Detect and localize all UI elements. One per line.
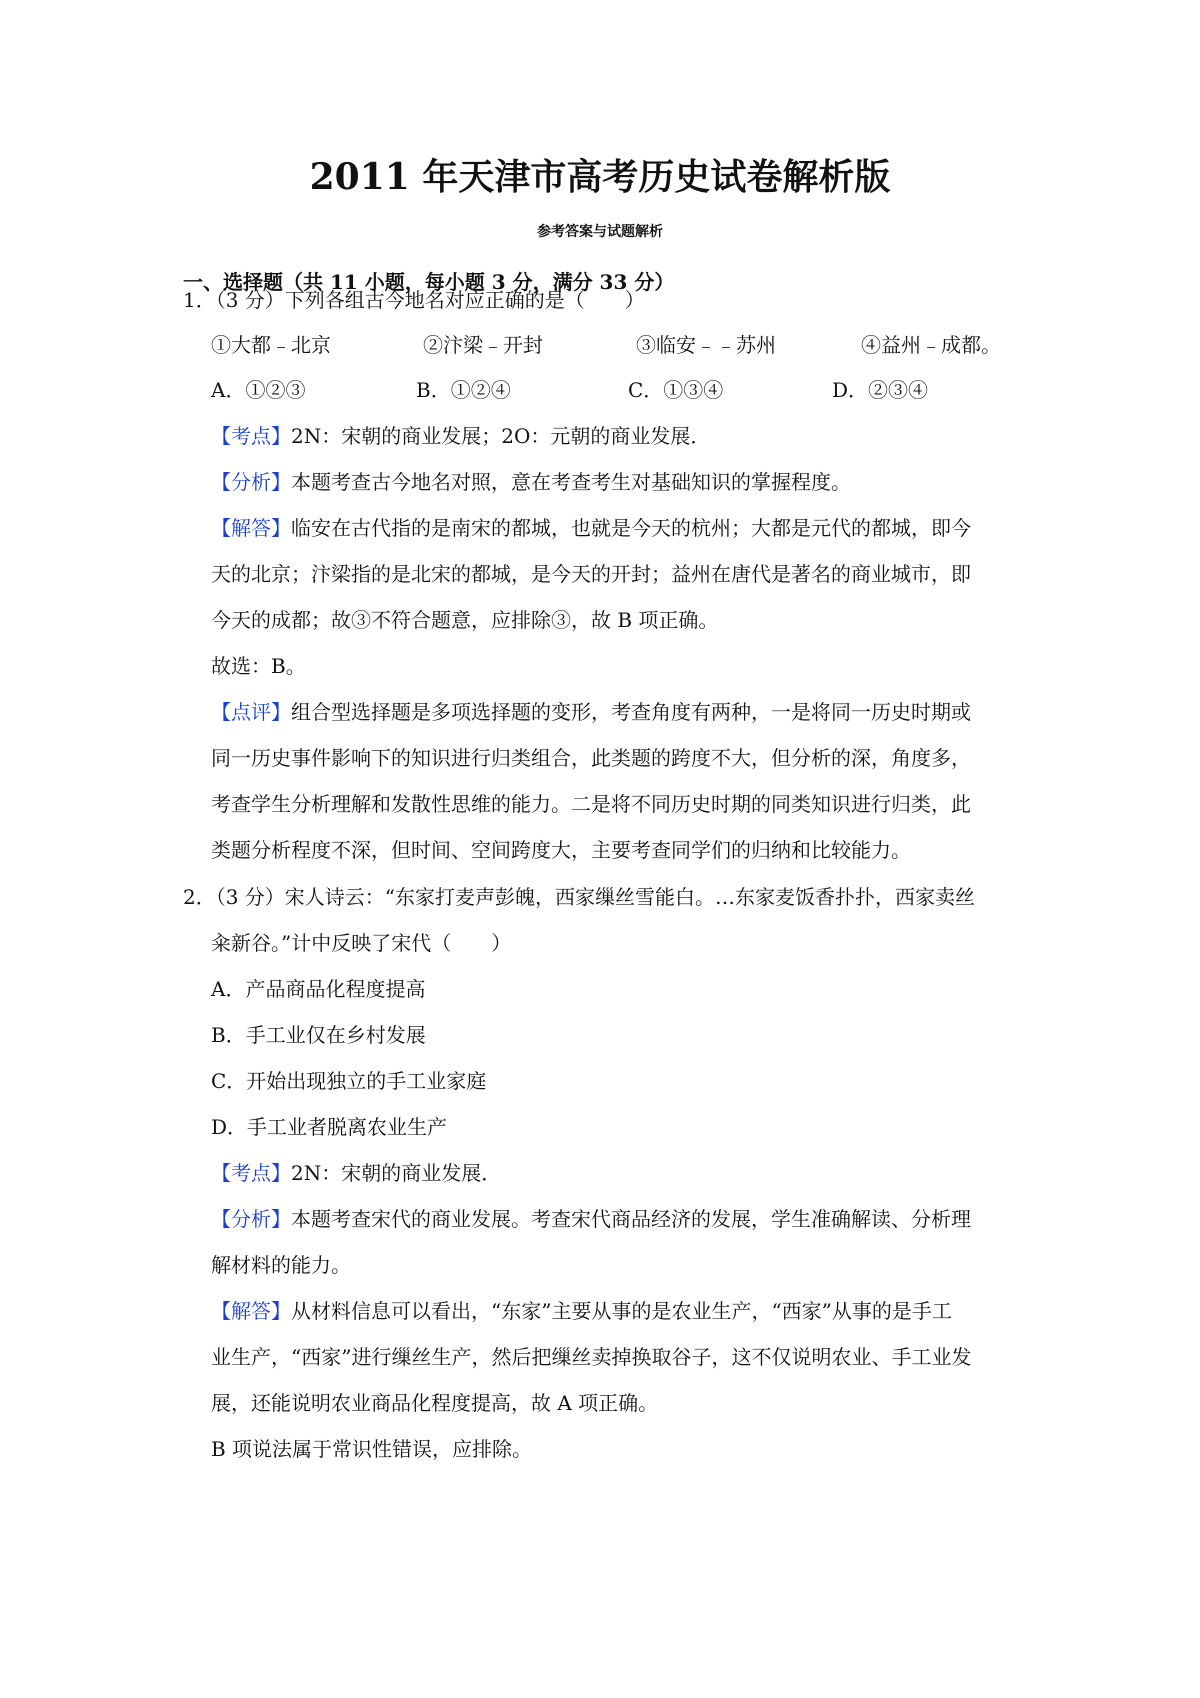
kaodian-tag: 【考点】 (211, 424, 291, 448)
q1-option-d: D．②③④ (832, 378, 929, 402)
kaodian-tag: 【考点】 (211, 1161, 291, 1185)
q2-stem-line-2: 籴新谷。”计中反映了宋代（ ） (211, 931, 512, 955)
q2-extra-note: B 项说法属于常识性错误，应排除。 (211, 1437, 533, 1461)
q1-fenxi-text: 本题考查古今地名对照，意在考查考生对基础知识的掌握程度。 (291, 470, 851, 494)
dianping-tag: 【点评】 (211, 700, 291, 724)
page-title: 2011 年天津市高考历史试卷解析版 (309, 156, 891, 198)
q1-kaodian-text: 2N：宋朝的商业发展；2O：元朝的商业发展． (291, 424, 711, 448)
q1-item-2: ②汴梁﹣开封 (423, 333, 543, 357)
q2-fenxi-line-1 (211, 1205, 971, 1233)
q2-option-a: A．产品商品化程度提高 (211, 977, 426, 1001)
q1-item-4: ④益州﹣成都。 (861, 333, 1001, 357)
jieda-tag: 【解答】 (211, 516, 291, 540)
q1-jieda-line-1 (211, 514, 971, 542)
q2-jieda-line-1 (211, 1297, 952, 1325)
fenxi-tag: 【分析】 (211, 1207, 291, 1231)
q2-option-c: C．开始出现独立的手工业家庭 (211, 1069, 487, 1093)
q2-option-b: B．手工业仅在乡村发展 (211, 1023, 426, 1047)
fenxi-tag: 【分析】 (211, 470, 291, 494)
q2-jieda-line-3: 展，还能说明农业商品化程度提高，故 A 项正确。 (211, 1391, 659, 1415)
q1-answer: 故选：B。 (211, 654, 306, 678)
q1-dianping-line-4: 类题分析程度不深，但时间、空间跨度大，主要考查同学们的归纳和比较能力。 (211, 838, 911, 862)
q1-dianping-line-2: 同一历史事件影响下的知识进行归类组合，此类题的跨度不大，但分析的深，角度多， (211, 746, 971, 770)
q1-item-3: ③临安﹣﹣苏州 (636, 333, 776, 357)
section-heading: 一、选择题（共 11 小题，每小题 3 分，满分 33 分） (183, 270, 675, 294)
q1-dianping-line-1 (211, 698, 971, 726)
page-subtitle: 参考答案与试题解析 (537, 224, 663, 240)
q2-fenxi-line-2: 解材料的能力。 (211, 1253, 351, 1277)
q1-kaodian (211, 422, 710, 450)
q1-jieda-line-2: 天的北京；汴梁指的是北宋的都城，是今天的开封；益州在唐代是著名的商业城市，即 (211, 562, 971, 586)
q1-dianping-line-3: 考查学生分析理解和发散性思维的能力。二是将不同历史时期的同类知识进行归类，此 (211, 792, 971, 816)
q1-option-a: A．①②③ (211, 378, 306, 402)
q2-stem-line-1: 2．（3 分）宋人诗云：“东家打麦声彭魄，西家缫丝雪能白。…东家麦饭香扑扑，西家卖丝 (183, 885, 976, 909)
q1-option-c: C．①③④ (628, 378, 724, 402)
q2-option-d: D．手工业者脱离农业生产 (211, 1115, 448, 1139)
q1-jieda-text-1: 临安在古代指的是南宋的都城，也就是今天的杭州；大都是元代的都城，即今 (291, 516, 971, 540)
q2-fenxi-text-1: 本题考查宋代的商业发展。考查宋代商品经济的发展，学生准确解读、分析理 (291, 1207, 971, 1231)
q2-jieda-line-2: 业生产，“西家”进行缫丝生产，然后把缫丝卖掉换取谷子，这不仅说明农业、手工业发 (211, 1345, 972, 1369)
jieda-tag: 【解答】 (211, 1299, 291, 1323)
q2-jieda-text-1: 从材料信息可以看出，“东家”主要从事的是农业生产，“西家”从事的是手工 (291, 1299, 952, 1323)
q2-kaodian-text: 2N：宋朝的商业发展． (291, 1161, 502, 1185)
q1-item-1: ①大都﹣北京 (211, 333, 331, 357)
q1-stem: 1．（3 分）下列各组古今地名对应正确的是（ ） (183, 288, 645, 312)
q2-kaodian (211, 1159, 501, 1187)
q1-dianping-text-1: 组合型选择题是多项选择题的变形，考查角度有两种，一是将同一历史时期或 (291, 700, 971, 724)
q1-jieda-line-3: 今天的成都；故③不符合题意，应排除③，故 B 项正确。 (211, 608, 719, 632)
q1-fenxi (211, 468, 851, 496)
q1-option-b: B．①②④ (416, 378, 511, 402)
